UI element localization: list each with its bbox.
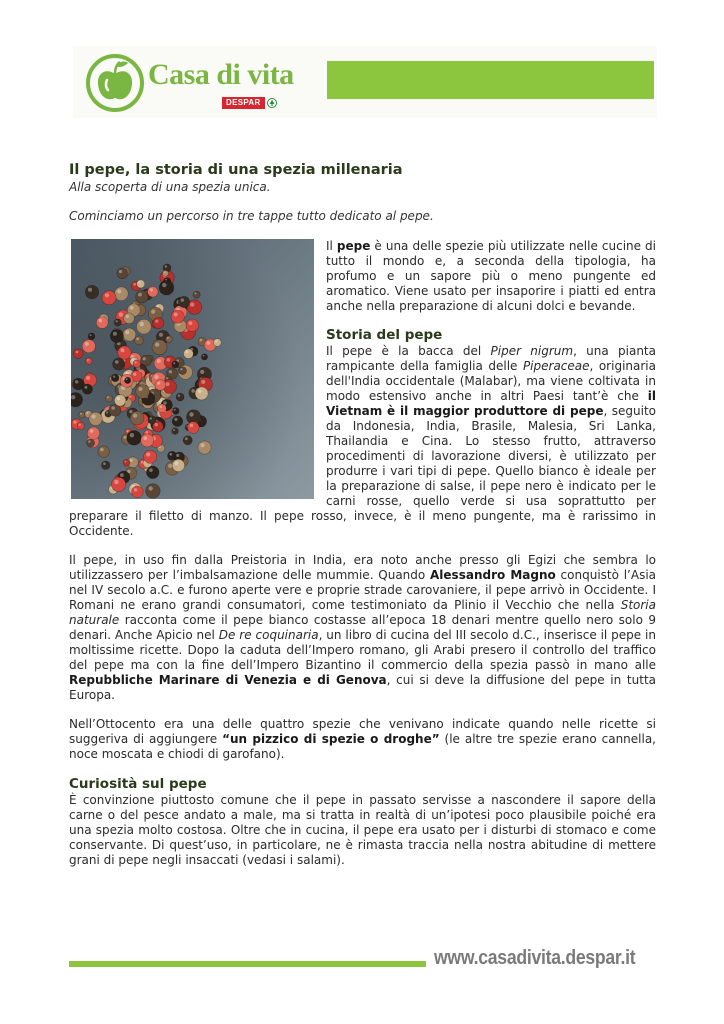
peppercorn [82, 384, 92, 394]
peppercorn-highlight [120, 348, 124, 352]
text-run: Il [326, 239, 337, 253]
peppercorn [146, 484, 161, 499]
peppercorn-highlight [178, 395, 180, 397]
peppercorn-highlight [167, 358, 171, 362]
peppercorn [96, 317, 108, 329]
peppercorn [85, 285, 98, 298]
peppercorn [146, 466, 159, 479]
text-run: , un libro di cucina del III secolo d.C., inserisce il pepe in moltissime ricette. Dopo la caduta dell’Impero romano, gli Arabi presero il controllo del traffico del pepe ma con la fine dell’Impero Bizantino il commercio della spezia passò in mano alle [69, 628, 656, 672]
peppercorn [79, 412, 85, 418]
peppercorn-highlight [71, 395, 75, 399]
peppercorn-highlight [125, 330, 129, 334]
peppercorn [155, 380, 166, 391]
peppercorn-highlight [155, 423, 158, 426]
peppercorn [144, 450, 157, 463]
peppercorn-highlight [201, 380, 205, 384]
peppercorn-highlight [151, 310, 155, 314]
text-run: (le altre tre spezie erano cannella, noce moscata e chiodi di garofano). [69, 732, 656, 761]
peppercorn-highlight [154, 375, 158, 379]
peppercorn-highlight [203, 355, 205, 357]
peppercorn-highlight [75, 380, 78, 383]
peppercorn-highlight [189, 412, 193, 416]
peppercorn-highlight [119, 313, 123, 317]
peppercorn-highlight [100, 448, 104, 452]
article [69, 160, 656, 868]
peppercorn-highlight [173, 362, 175, 364]
peppercorn-highlight [143, 357, 146, 360]
italic-text: Piperaceae [522, 359, 590, 373]
peppercorn [141, 434, 154, 447]
section-title-curiosity: Curiosità sul pepe [69, 776, 207, 792]
peppercorn-highlight [88, 440, 90, 442]
peppercorn-highlight [146, 453, 150, 457]
peppercorn [187, 422, 199, 434]
text-run: Nell’Ottocento era una delle quattro spezie che venivano indicate quando nelle ricette si suggeriva di aggiungere [69, 717, 656, 746]
text-run: È convinzione piuttosto comune che il pepe in passato servisse a nascondere il sapore della carne o del pesce andato a male, ma si tratta in realtà di un’ipotesi poco plausibile poiché era una spezia molto costosa. Oltre che in cucina, il pepe era usato per i disturbi di stomaco e come conservante. Di quest’uso, in particolare, ne è rimasta traccia nella nostra abitudine di mettere grani di pepe negli insaccati (vedasi i salami). [69, 793, 656, 867]
text-run: , originaria dell'India occidentale (Malabar), ma viene coltivata in modo estensivo anche in altri Paesi tant’è che [326, 359, 656, 403]
peppercorn-highlight [85, 342, 89, 346]
peppercorn [136, 385, 150, 399]
text-run: conquistò l’Asia nel IV secolo a.C. e furono aperte vere e proprie strade carovaniere, il pepe arrivò in Occidente. I Romani ne erano grandi consumatori, come testimoniato da Plinio il Vecchio che nella [69, 568, 657, 612]
despar-tree-icon [267, 98, 277, 108]
bold-text: Alessandro Magno [430, 568, 556, 582]
peppercorn-highlight [174, 409, 176, 411]
peppercorn [77, 422, 84, 429]
text-run: , seguito da Indonesia, India, Brasile, Malesia, Sri Lanka, Thailandia e Cina. Lo stesso frutto, attraverso procedimenti di lavorazione diversi, è utilizzato per produrre i vari tipi di pepe. Quello bianco è ideale per la preparazione di salse, il pepe nero è indicato per le carni rosse, quello verde si usa soprattutto per preparare il filetto di manzo. Il pepe rosso, invece, è il meno pungente, ma è rarissimo in Occidente. [69, 404, 656, 538]
peppercorn-highlight [117, 289, 121, 293]
text-run: , cui si deve la diffusione del pepe in tutta Europa. [69, 673, 657, 702]
peppercorn [198, 441, 211, 454]
peppercorn [148, 416, 156, 424]
bold-text: “un pizzico di spezie o droghe” [222, 732, 440, 746]
peppercorn [201, 354, 207, 360]
bold-text: il Vietnam è il maggior produttore di pepe [326, 389, 656, 418]
peppercorn [123, 328, 136, 341]
peppercorn [110, 329, 123, 342]
peppercorn [163, 270, 169, 276]
peppercorn [158, 404, 167, 413]
peppercorn-highlight [126, 378, 128, 380]
peppercorn-highlight [198, 389, 202, 393]
peppercorn [186, 319, 199, 332]
peppercorn [172, 416, 183, 427]
peppercorn-highlight [119, 270, 122, 273]
peppercorn-highlight [189, 321, 193, 325]
text-run: , una pianta rampicante della famiglia delle [326, 344, 656, 373]
peppercorn-highlight [125, 461, 127, 463]
peppercorn-highlight [185, 437, 188, 440]
italic-text: Piper nigrum [490, 344, 574, 358]
peppercorn-highlight [149, 486, 153, 490]
article-subtitle: Alla scoperta di una spezia unica. [69, 180, 271, 194]
peppercorn [124, 377, 130, 383]
peppercorn-highlight [92, 415, 96, 419]
text-run: Il pepe è la bacca del [326, 344, 491, 358]
peppercorn-highlight [79, 424, 81, 426]
peppercorn-highlight [207, 341, 211, 345]
peppercorn-highlight [159, 333, 163, 337]
peppercorn [159, 280, 174, 295]
peppercorns-photo [71, 239, 314, 499]
peppercorn-highlight [73, 421, 76, 424]
italic-text: De re coquinaria [218, 628, 319, 642]
peppercorn [82, 340, 95, 353]
peppercorn [195, 387, 208, 400]
peppercorn-highlight [173, 429, 175, 431]
section-title-history: Storia del pepe [326, 327, 443, 343]
paragraph-ancient [69, 553, 656, 703]
peppercorn-highlight [113, 332, 117, 336]
peppercorn-highlight [90, 334, 92, 336]
peppercorn-highlight [114, 480, 118, 484]
paragraph-ottocento [69, 717, 656, 762]
peppercorn-highlight [138, 387, 142, 391]
peppercorn-highlight [190, 302, 194, 306]
peppercorn [179, 367, 187, 375]
peppercorn [172, 408, 179, 415]
peppercorn [176, 393, 184, 401]
paragraph-curiosity [69, 793, 656, 868]
peppercorn [183, 436, 192, 445]
peppercorn [111, 477, 125, 491]
peppercorn-highlight [165, 265, 167, 267]
peppercorn [114, 319, 121, 326]
peppercorn-highlight [133, 283, 136, 286]
peppercorn-highlight [126, 315, 129, 318]
peppercorn-highlight [106, 411, 108, 413]
peppercorn [118, 346, 131, 359]
header-stripe [327, 61, 654, 99]
peppercorn-highlight [133, 414, 137, 418]
peppercorn-highlight [107, 396, 109, 398]
peppercorn [133, 360, 141, 368]
peppercorn [178, 296, 189, 307]
peppercorn-highlight [103, 462, 106, 465]
peppercorn-highlight [84, 386, 87, 389]
peppercorn-highlight [105, 293, 109, 297]
peppercorn [89, 412, 102, 425]
peppercorn-highlight [155, 342, 159, 346]
peppercorn [152, 340, 167, 355]
text-run: Il pepe, in uso fin dalla Preistoria in India, era noto anche presso gli Egizi che sembra lo utilizzassero per l’imbalsamazione delle mummie. Quando [69, 553, 656, 582]
article-intro: Cominciamo un percorso in tre tappe tutto dedicato al pepe. [69, 209, 434, 223]
peppercorn [106, 395, 113, 402]
peppercorn-highlight [176, 454, 179, 457]
peppercorn-highlight [174, 418, 177, 421]
peppercorn-highlight [191, 389, 195, 393]
peppercorn-highlight [162, 283, 166, 287]
peppercorn-highlight [134, 361, 136, 363]
peppercorn [98, 446, 110, 458]
bold-text: pepe [336, 239, 371, 253]
peppercorn [153, 318, 164, 329]
peppercorn [114, 395, 125, 406]
footer-bar [69, 961, 426, 967]
peppercorn-highlight [190, 424, 194, 428]
peppercorn-highlight [165, 382, 169, 386]
bold-text: Repubbliche Marinare di Venezia e di Genova [69, 673, 387, 687]
peppercorn-highlight [90, 429, 94, 433]
peppercorn [102, 291, 116, 305]
peppercorn-highlight [120, 473, 124, 477]
peppercorn-highlight [130, 433, 134, 437]
peppercorn [117, 268, 128, 279]
peppercorn [172, 428, 179, 435]
peppercorn-highlight [111, 406, 115, 410]
peppercorn-highlight [133, 373, 136, 376]
despar-label: DESPAR [222, 97, 265, 109]
peppercorn [87, 427, 99, 439]
peppercorn [123, 459, 130, 466]
peppercorn [88, 333, 95, 340]
peppercorn [71, 393, 83, 407]
peppercorn-highlight [132, 359, 135, 362]
peppercorn-highlight [115, 360, 119, 364]
peppercorn-highlight [200, 339, 203, 342]
peppercorn-highlight [201, 443, 205, 447]
peppercorn-highlight [194, 292, 196, 294]
peppercorn [172, 361, 179, 368]
peppercorn-highlight [88, 288, 92, 292]
peppercorn-highlight [117, 397, 120, 400]
peppercorn [184, 349, 194, 359]
peppercorn-highlight [200, 370, 204, 374]
peppercorn-highlight [134, 488, 137, 491]
text-run: è una delle spezie più utilizzate nelle cucine di tutto il mondo e, a seconda della tipologia, ha profumo e un sapore più o meno pungente ed aromatico. Viene usato per insaporire i piatti ed entra anche nella preparazione di alcuni dolci e bevande. [326, 239, 657, 313]
peppercorn-highlight [166, 377, 168, 379]
peppercorn [130, 411, 144, 425]
peppercorn-highlight [150, 417, 152, 419]
peppercorn-highlight [126, 430, 128, 432]
brand-name: Casa di vita [148, 58, 294, 91]
peppercorn [135, 336, 144, 345]
peppercorn [136, 291, 149, 304]
peppercorn-highlight [76, 351, 79, 354]
article-title: Il pepe, la storia di una spezia millenaria [69, 162, 403, 178]
peppercorn [113, 358, 125, 370]
peppercorn-highlight [116, 320, 118, 322]
peppercorn [87, 439, 95, 447]
peppercorn-highlight [169, 370, 172, 373]
peppercorn-highlight [86, 412, 88, 414]
peppercorn [86, 358, 92, 364]
peppercorn-highlight [99, 319, 103, 323]
peppercorn-highlight [157, 382, 160, 385]
peppercorn-highlight [87, 359, 89, 361]
peppercorn-highlight [159, 405, 162, 408]
peppercorn-highlight [86, 376, 90, 380]
peppercorn [137, 319, 152, 334]
peppercorn-highlight [157, 359, 161, 363]
peppercorn [74, 349, 84, 359]
peppercorn-highlight [145, 431, 148, 434]
despar-badge [222, 97, 277, 109]
peppercorn-highlight [181, 298, 184, 301]
peppercorn-highlight [174, 313, 178, 317]
peppercorn [124, 313, 135, 324]
peppercorn-highlight [113, 376, 115, 378]
peppercorn [101, 461, 110, 470]
peppercorn [114, 287, 128, 301]
peppercorn [127, 431, 142, 446]
peppercorn-highlight [138, 281, 140, 283]
peppercorn [171, 310, 184, 323]
peppercorn [148, 287, 159, 298]
peppercorn-highlight [155, 320, 158, 323]
peppercorn [172, 459, 184, 471]
peppercorn-highlight [140, 322, 144, 326]
footer-url[interactable]: www.casadivita.despar.it [434, 947, 636, 969]
peppercorn-highlight [150, 288, 153, 291]
peppercorn-highlight [129, 410, 132, 413]
peppercorn-highlight [175, 461, 179, 465]
peppercorn-highlight [130, 306, 134, 310]
peppercorn [166, 336, 173, 343]
peppercorn [132, 486, 144, 498]
peppercorn-highlight [185, 350, 188, 353]
peppercorn-highlight [164, 271, 166, 273]
peppercorn-highlight [138, 293, 142, 297]
peppercorn-highlight [149, 468, 153, 472]
peppercorn-highlight [136, 338, 139, 341]
peppercorn-highlight [169, 453, 172, 456]
peppercorn-highlight [80, 413, 82, 415]
text-run: racconta come il pepe bianco costasse all’epoca 18 denari mentre quello nero solo 9 denari. Anche Apicio nel [69, 613, 656, 642]
italic-text: Storia naturale [69, 598, 656, 627]
peppercorn [111, 374, 119, 382]
peppercorn-highlight [168, 464, 172, 468]
peppercorn-highlight [167, 337, 169, 339]
peppercorn-highlight [143, 436, 147, 440]
apple-logo-icon [85, 52, 145, 112]
peppercorn-highlight [180, 368, 182, 370]
peppercorn-highlight [215, 340, 217, 342]
peppercorn [213, 339, 221, 347]
peppercorn [193, 291, 200, 298]
peppercorn [137, 280, 145, 288]
peppercorn-highlight [124, 436, 127, 439]
